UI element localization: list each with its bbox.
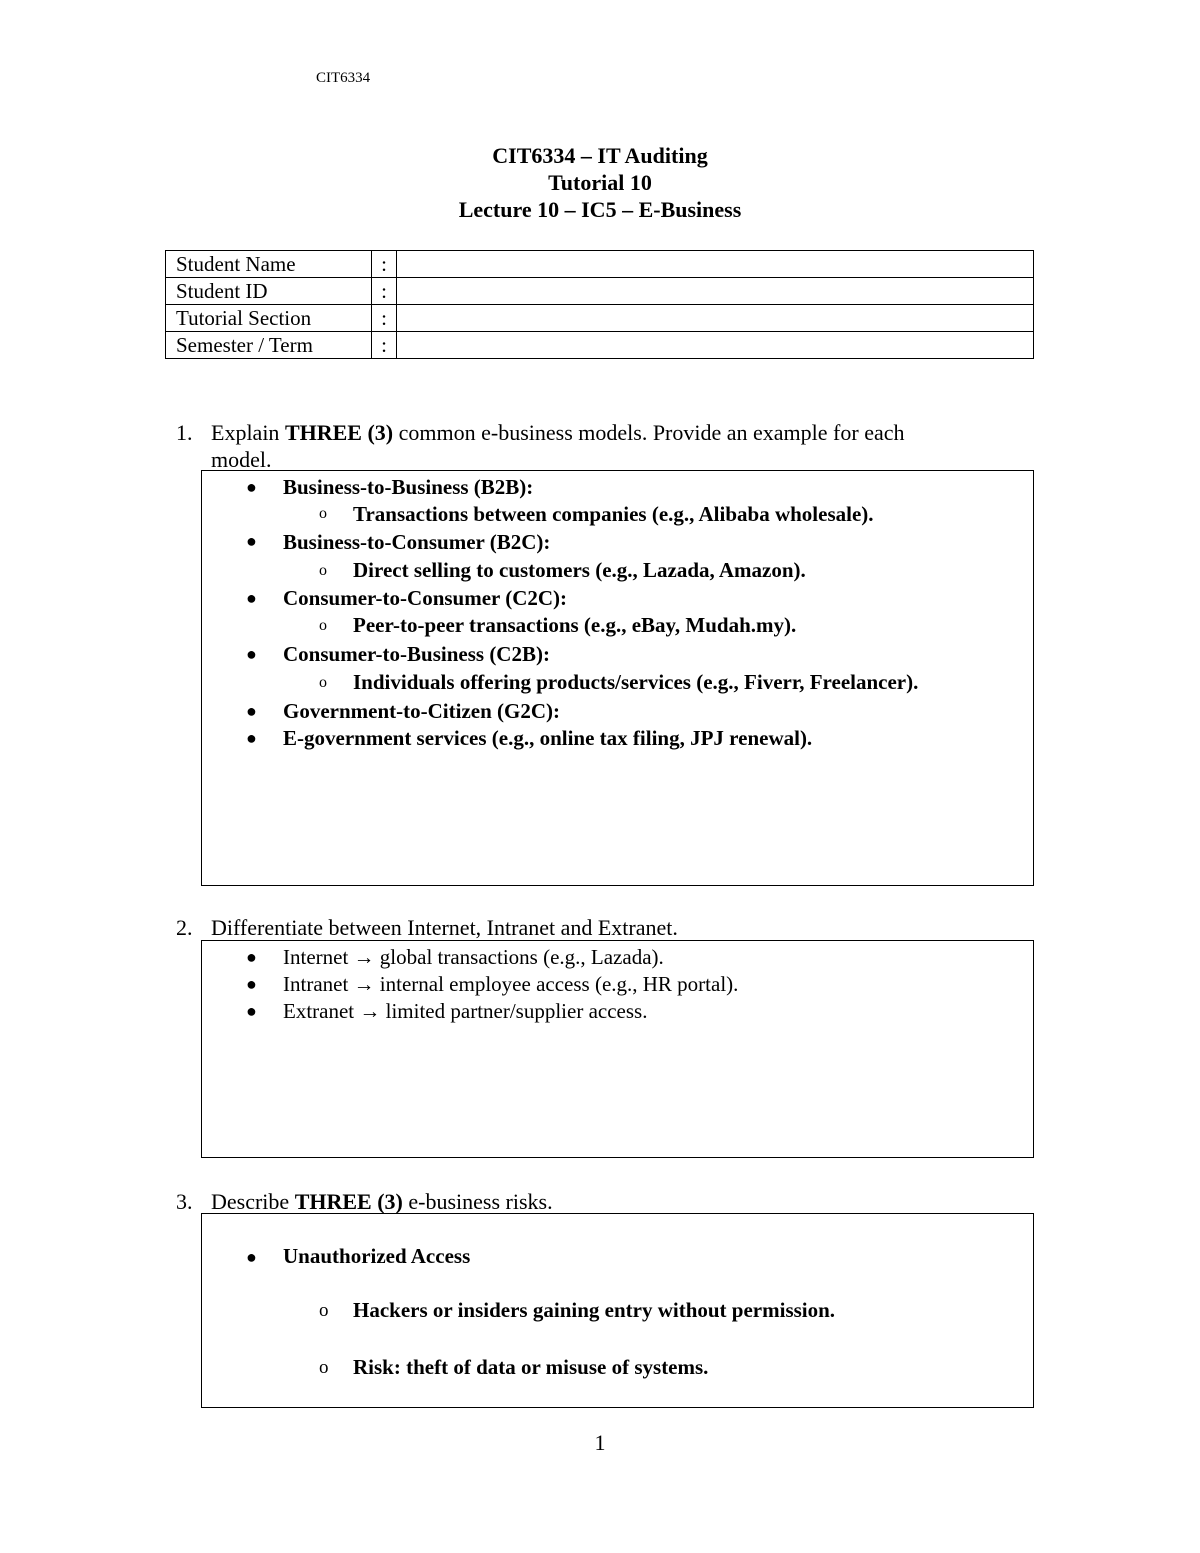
q1-text-post: common e-business models. Provide an example for each (393, 420, 905, 445)
circle-bullet-icon: o (319, 1357, 329, 1378)
answer-box-1[interactable] (201, 470, 1034, 886)
list-item: Consumer-to-Business (C2B): (283, 642, 550, 666)
list-item: Risk: theft of data or misuse of systems. (353, 1355, 709, 1379)
tutorial-section-field[interactable] (397, 305, 1034, 332)
list-item: Unauthorized Access (283, 1244, 471, 1268)
q3-text-bold: THREE (3) (294, 1189, 403, 1214)
list-item: Direct selling to customers (e.g., Lazada, Amazon). (353, 558, 806, 582)
bullet-icon: ● (246, 947, 257, 967)
list-item: Individuals offering products/services (e.g., Fiverr, Freelancer). (353, 670, 919, 694)
bullet-icon: ● (246, 531, 257, 551)
list-item: Consumer-to-Consumer (C2C): (283, 586, 568, 610)
q3-text-post: e-business risks. (402, 1189, 553, 1214)
bullet-icon: ● (246, 644, 257, 664)
table-row (166, 251, 1034, 278)
list-item: Business-to-Business (B2B): (283, 475, 534, 499)
table-row (166, 278, 1034, 305)
page-number: 1 (594, 1430, 606, 1455)
lecture-title: Lecture 10 – IC5 – E-Business (458, 197, 742, 222)
semester-term-label: Semester / Term (166, 332, 372, 359)
q1-text-bold: THREE (3) (284, 420, 394, 445)
list-item: Internet → global transactions (e.g., Lazada). (283, 945, 664, 969)
header-course-code: CIT6334 (316, 70, 371, 86)
question-2-text: Differentiate between Internet, Intranet and Extranet. (211, 915, 678, 940)
bullet-icon: ● (246, 588, 257, 608)
question-1-text-line2: model. (211, 447, 272, 472)
q1-text-pre: Explain (211, 420, 285, 445)
bullet-icon: ● (246, 974, 257, 994)
question-2-number: 2. (176, 915, 193, 940)
table-row (166, 305, 1034, 332)
student-info-table (165, 250, 1034, 359)
circle-bullet-icon: o (319, 562, 327, 579)
question-1-number: 1. (176, 420, 193, 445)
list-item: Business-to-Consumer (B2C): (283, 530, 551, 554)
list-item: Intranet → internal employee access (e.g., HR portal). (283, 972, 739, 996)
circle-bullet-icon: o (319, 674, 327, 691)
separator: : (372, 332, 397, 359)
circle-bullet-icon: o (319, 1300, 329, 1321)
question-1-text (211, 419, 1023, 446)
list-item: Hackers or insiders gaining entry without permission. (353, 1298, 836, 1322)
student-id-field[interactable] (397, 278, 1034, 305)
bullet-icon: ● (246, 477, 257, 497)
separator: : (372, 251, 397, 278)
student-name-label: Student Name (166, 251, 372, 278)
table-row (166, 332, 1034, 359)
tutorial-section-label: Tutorial Section (166, 305, 372, 332)
bullet-icon: ● (246, 701, 257, 721)
question-1-text-line1 (211, 419, 905, 446)
semester-term-field[interactable] (397, 332, 1034, 359)
q3-text-pre: Describe (211, 1189, 295, 1214)
separator: : (372, 305, 397, 332)
tutorial-number: Tutorial 10 (548, 170, 652, 195)
bullet-icon: ● (246, 1001, 257, 1021)
bullet-icon: ● (246, 1247, 257, 1267)
list-item: Extranet → limited partner/supplier access. (283, 999, 648, 1023)
list-item: Transactions between companies (e.g., Alibaba wholesale). (353, 502, 874, 526)
answer-box-2[interactable] (201, 940, 1034, 1158)
separator: : (372, 278, 397, 305)
answer-box-3[interactable] (201, 1213, 1034, 1408)
circle-bullet-icon: o (319, 617, 327, 634)
list-item: Government-to-Citizen (G2C): (283, 699, 560, 723)
page-title: CIT6334 – IT Auditing (492, 143, 708, 168)
list-item: E-government services (e.g., online tax filing, JPJ renewal). (283, 726, 813, 750)
circle-bullet-icon: o (319, 505, 327, 522)
question-3-text (211, 1188, 553, 1215)
list-item: Peer-to-peer transactions (e.g., eBay, Mudah.my). (353, 613, 797, 637)
student-name-field[interactable] (397, 251, 1034, 278)
student-id-label: Student ID (166, 278, 372, 305)
bullet-icon: ● (246, 728, 257, 748)
question-3-number: 3. (176, 1189, 193, 1214)
